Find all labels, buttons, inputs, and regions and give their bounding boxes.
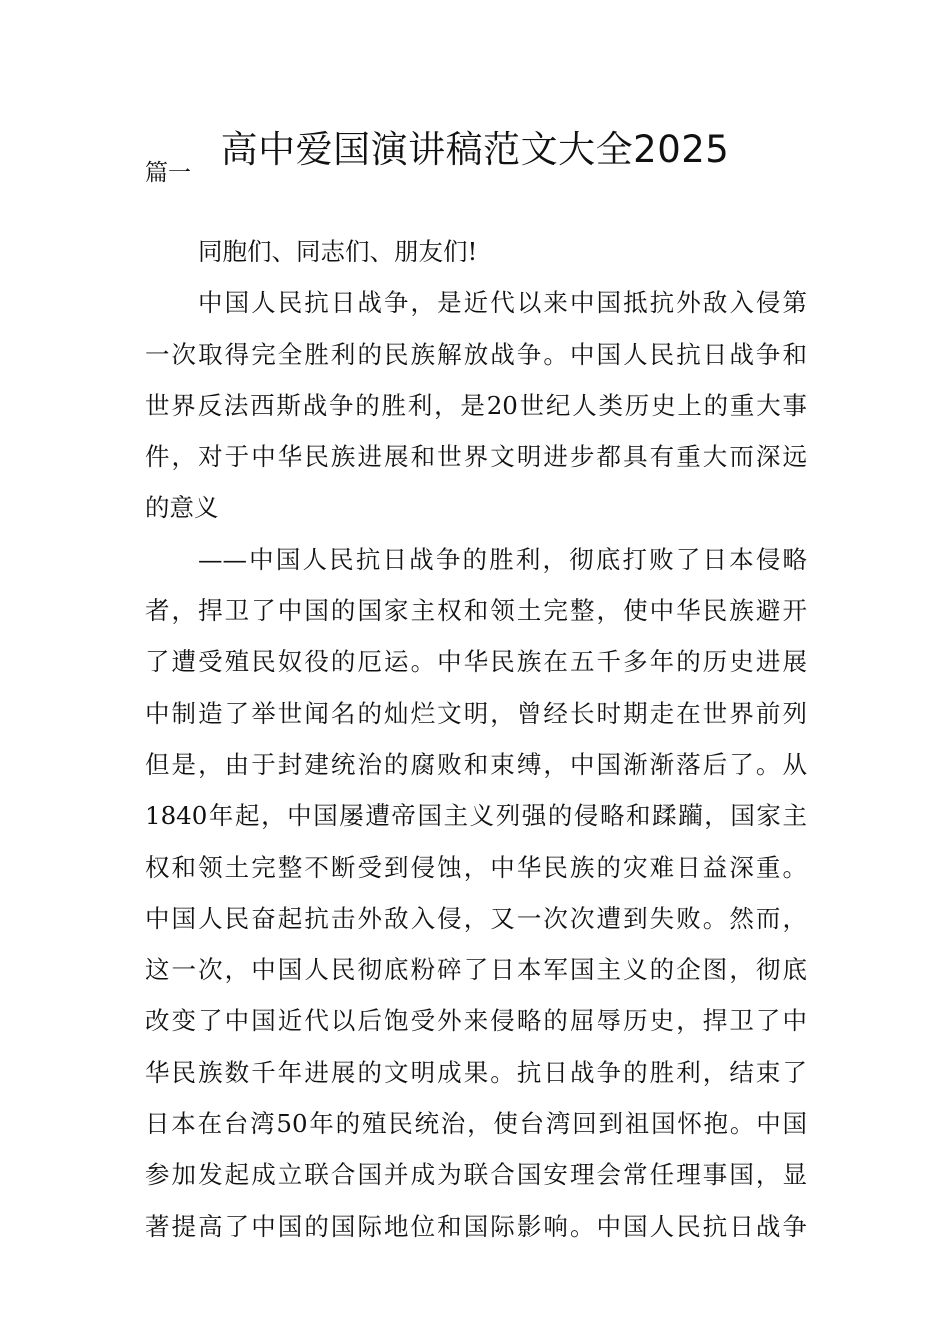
text-line: 这一次，中国人民彻底粉碎了日本军国主义的企图，彻底	[145, 955, 807, 985]
text-line: 参加发起成立联合国并成为联合国安理会常任理事国，显	[145, 1160, 807, 1190]
text-line: 但是，由于封建统治的腐败和束缚，中国渐渐落后了。从	[145, 749, 807, 779]
text-line: 中制造了举世闻名的灿烂文明，曾经长时期走在世界前列	[145, 698, 807, 728]
text-line: 一次取得完全胜利的民族解放战争。中国人民抗日战争和	[145, 339, 807, 369]
text-line: 的意义	[145, 493, 219, 523]
document-title: 高中爱国演讲稿范文大全2025	[220, 128, 730, 171]
text-line: 件，对于中华民族进展和世界文明进步都具有重大而深远	[145, 442, 807, 472]
text-line: 改变了中国近代以后饱受外来侵略的屈辱历史，捍卫了中	[145, 1006, 807, 1036]
text-line: 著提高了中国的国际地位和国际影响。中国人民抗日战争	[145, 1211, 807, 1241]
text-line: 世界反法西斯战争的胜利，是20世纪人类历史上的重大事	[145, 390, 807, 420]
text-line: ——中国人民抗日战争的胜利，彻底打败了日本侵略	[198, 544, 807, 574]
text-line: 者，捍卫了中国的国家主权和领土完整，使中华民族避开	[145, 596, 807, 626]
text-line: 华民族数千年进展的文明成果。抗日战争的胜利，结束了	[145, 1057, 807, 1087]
text-line: 同胞们、同志们、朋友们!	[198, 237, 478, 266]
section-label: 篇一	[145, 160, 191, 186]
text-line: 中国人民抗日战争，是近代以来中国抵抗外敌入侵第	[198, 288, 807, 318]
text-line: 了遭受殖民奴役的厄运。中华民族在五千多年的历史进展	[145, 647, 807, 677]
body-text	[145, 226, 807, 1252]
text-line: 1840年起，中国屡遭帝国主义列强的侵略和蹂躏，国家主	[145, 801, 807, 831]
text-line: 中国人民奋起抗击外敌入侵，又一次次遭到失败。然而，	[145, 903, 807, 933]
text-line: 权和领土完整不断受到侵蚀，中华民族的灾难日益深重。	[145, 852, 807, 882]
text-line: 日本在台湾50年的殖民统治，使台湾回到祖国怀抱。中国	[145, 1109, 807, 1139]
